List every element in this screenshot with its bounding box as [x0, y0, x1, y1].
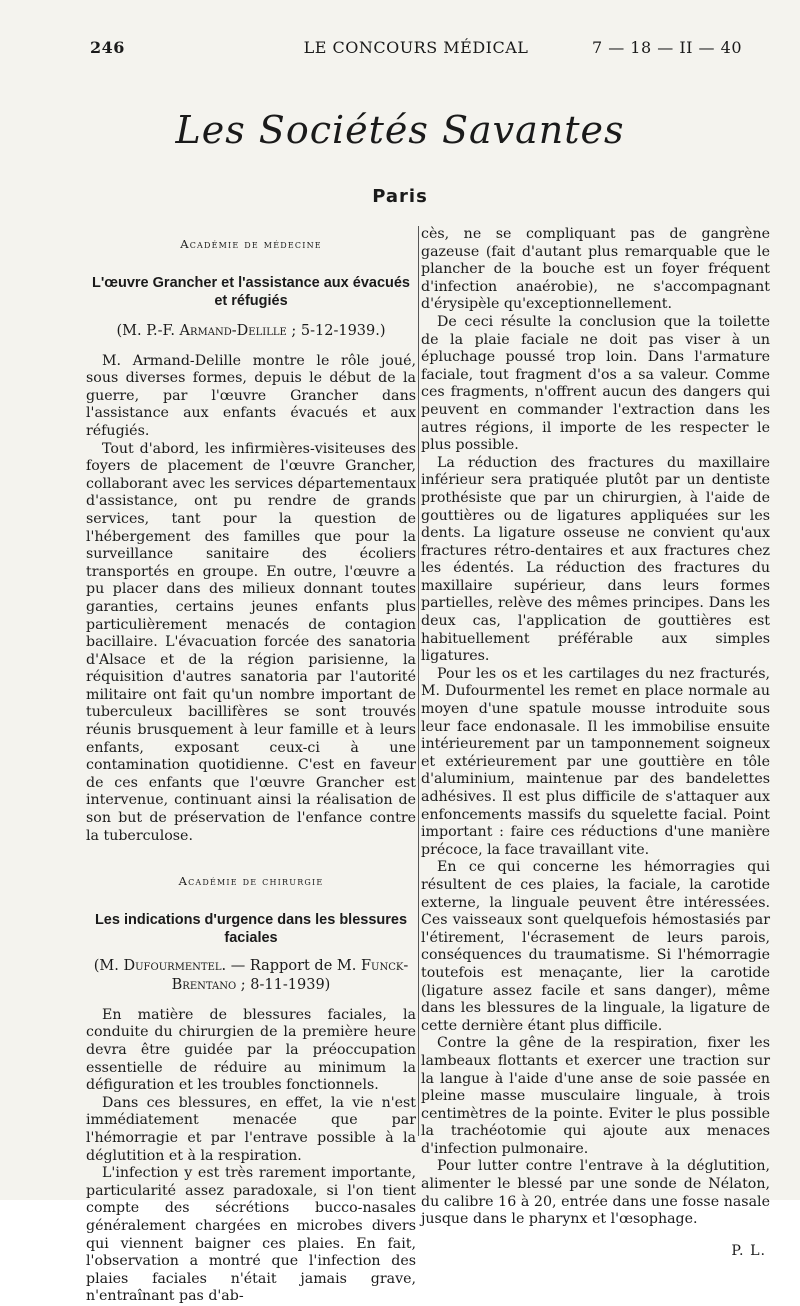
column-divider [418, 226, 419, 1136]
journal-title: LE CONCOURS MÉDICAL [303, 38, 529, 57]
left-column [86, 226, 416, 1306]
byline-mid: . — Rapport de M. [221, 957, 361, 974]
byline-prefix: (M. P.-F. [116, 322, 180, 339]
paragraph: M. Armand-Delille montre le rôle joué, sous diverses formes, depuis le début de la guerre, par l'œuvre Grancher dans l'assistance aux enfants évacués et aux réfugiés. [86, 352, 416, 439]
byline-author: Armand-Delille [179, 322, 287, 339]
page-title: Les Sociétés Savantes [175, 108, 625, 152]
paragraph: Dans ces blessures, en effet, la vie n'est immédiatement menacée que par l'hémorragie et par l'entrave possible à la déglutition et à la respiration. [86, 1094, 416, 1164]
paragraph-continuation: cès, ne se compliquant pas de gangrène gazeuse (fait d'autant plus remarquable que le plancher de la bouche est un foyer fréquent d'infection anaérobie), ne s'accompagnant d'érysipèle qu'exceptionnellement. [421, 226, 770, 313]
article-body-grancher [86, 353, 416, 846]
byline-grancher [86, 322, 416, 341]
byline-blessures [86, 957, 416, 995]
city-heading: Paris [372, 186, 428, 207]
paragraph: Pour lutter contre l'entrave à la déglutition, alimenter le blessé par une sonde de Nélaton, du calibre 16 à 20, entrée dans une fosse nasale jusque dans le pharynx et l'œsophage. [421, 1158, 770, 1228]
paragraph: Contre la gêne de la respiration, fixer les lambeaux flottants et exercer une traction sur la langue à l'aide d'une anse de soie passée en pleine masse musculaire linguale, à trois centimètres de la pointe. Eviter le plus possible la trachéotomie qui ajoute aux menaces d'infection pulmonaire. [421, 1035, 770, 1157]
paragraph: L'infection y est très rarement importante, particularité assez paradoxale, si l'on tient compte des sécrétions bucco-nasales généralement chargées en microbes divers qui viennent baigner ces plaies. En fait, l'observation a montré que l'infection des plaies faciales n'était jamais grave, n'entraînant pas d'ab- [86, 1165, 416, 1305]
byline-suffix: ; 8-11-1939) [236, 976, 331, 993]
byline-author: Dufourmentel [123, 957, 222, 974]
section-label-chirurgie: Académie de chirurgie [178, 874, 324, 889]
article-body-blessures-left [86, 1007, 416, 1306]
section-label-medecine: Académie de médecine [180, 237, 322, 251]
paragraph: En matière de blessures faciales, la conduite du chirurgien de la première heure devra être guidée par la préoccupation essentielle de réduire au minimum la défiguration et les troubles fonctionnels. [86, 1006, 416, 1094]
byline-suffix: ; 5-12-1939.) [286, 322, 386, 339]
byline-prefix: (M. [93, 957, 124, 974]
running-header [90, 38, 742, 60]
page-number: 246 [90, 38, 125, 57]
paragraph: La réduction des fractures du maxillaire inférieur sera pratiquée plutôt par un dentiste prothésiste que par un chirurgien, à l'aide de gouttières ou de ligatures appliquées sur les dents. La ligature osseuse ne convient qu'aux fractures rétro-dentaires et aux fractures chez les édentés. La réduction des fractures du maxillaire supérieur, dans leurs formes partielles, relève des mêmes principes. Dans les deux cas, l'application de gouttières est habituellement préférable aux simples ligatures. [421, 454, 770, 665]
article-title-grancher: L'œuvre Grancher et l'assistance aux évacués et réfugiés [92, 274, 410, 309]
paragraph: Tout d'abord, les infirmières-visiteuses des foyers de placement de l'œuvre Grancher, collaborant avec les services départementaux d'assistance, ont pu rendre de grands services, tant pour la question de l'hébergement des familles que pour la surveillance sanitaire des écoliers transportés en groupe. En outre, l'œuvre a pu placer dans des milieux donnant toutes garanties, certains jeunes enfants plus particulièrement menacés de contagion bacillaire. L'évacuation forcée des sanatoria d'Alsace et de la région parisienne, la réquisition d'autres sanatoria par l'autorité militaire ont fait qu'un nombre important de tuberculeux bacillifères se sont trouvés réunis brusquement à leur famille et à leurs enfants, exposant ceux-ci à une contamination quotidienne. C'est en faveur de ces enfants que l'œuvre Grancher est intervenue, continuant ainsi la réalisation de son but de préservation de l'enfance contre la tuberculose. [86, 440, 416, 844]
paragraph: En ce qui concerne les hémorragies qui résultent de ces plaies, la faciale, la carotide externe, la linguale peuvent être intéressées. Ces vaisseaux sont quelquefois hémostasiés par l'étirement, l'écrasement de leurs parois, conséquences du traumatisme. Si l'hémorragie toutefois est menaçante, lier la carotide (ligature assez facile et sans danger), même dans les blessures de la linguale, la ligature de cette dernière étant plus difficile. [421, 859, 770, 1034]
article-title-blessures: Les indications d'urgence dans les blessures faciales [94, 911, 408, 946]
paragraph: De ceci résulte la conclusion que la toilette de la plaie faciale ne doit pas viser à un épluchage poussé trop loin. Dans l'armature faciale, tout fragment d'os a sa valeur. Comme ces fragments, n'offrent aucun des dangers qui peuvent en commander l'extraction dans les autres régions, il importe de les respecter le plus possible. [421, 313, 770, 454]
paragraph: Pour les os et les cartilages du nez fracturés, M. Dufourmentel les remet en place normale au moyen d'une spatule mousse introduite sous leur face endonasale. Il les immobilise ensuite intérieurement par un tamponnement soigneux et extérieurement par une gouttière en tôle d'aluminium, maintenue par des bandelettes adhésives. Il est plus difficile de s'attaquer aux enfoncements massifs du squelette facial. Point important : faire ces réductions d'une manière précoce, la face travaillant vite. [421, 665, 770, 858]
byline-reporter: Funck-Brentano [171, 957, 409, 993]
right-column [421, 226, 770, 1260]
issue-date: 7 — 18 — II — 40 [591, 38, 742, 57]
author-signature: P. L. [731, 1242, 766, 1259]
